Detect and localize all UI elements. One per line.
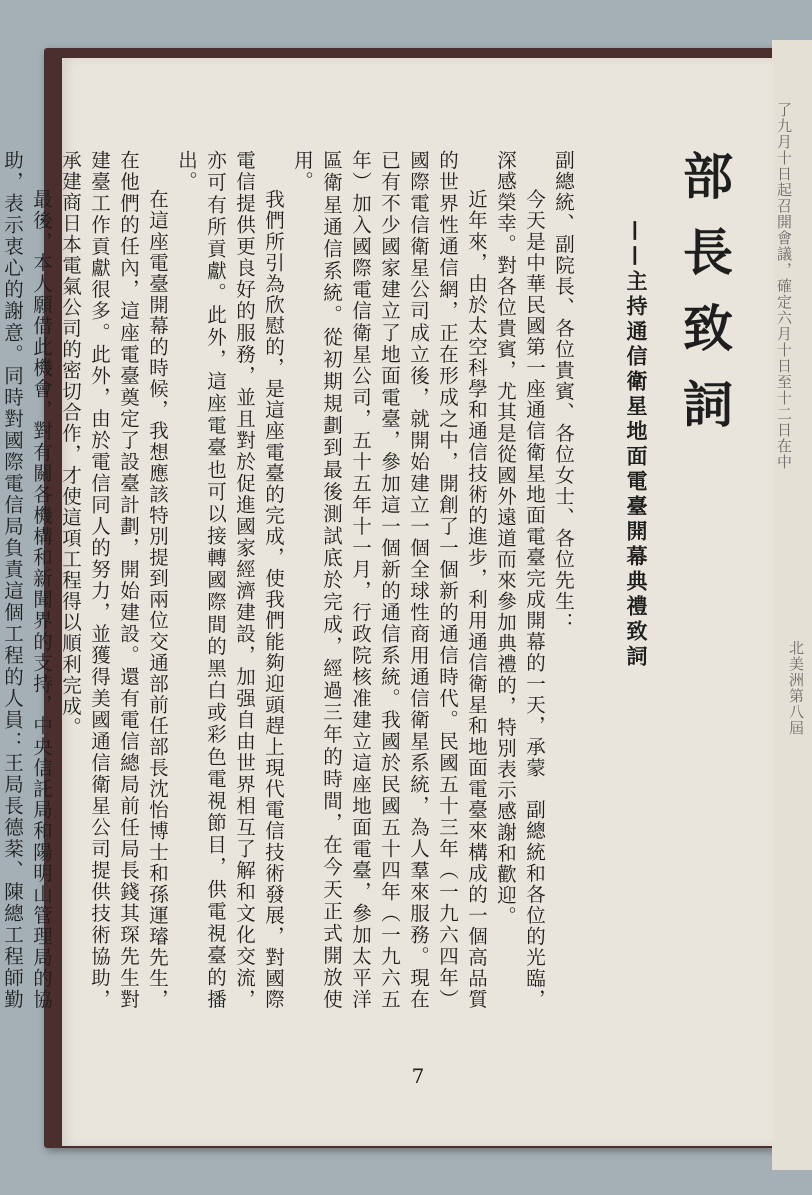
adjacent-page-edge	[772, 40, 812, 1170]
salutation-paragraph: 副總統、副院長、各位貴賓、各位女士、各位先生：	[552, 150, 575, 633]
adjacent-page-text-1: 了九月十日起召開會議，確定六月十日至十二日在中	[775, 102, 793, 470]
adjacent-page-text-2: 北美洲第八屆	[787, 640, 805, 736]
vertical-text-block	[0, 150, 734, 1010]
page-subtitle: ——主持通信衛星地面電臺開幕典禮致詞	[624, 220, 648, 670]
document-page	[1, 58, 774, 1146]
speech-body	[0, 150, 578, 1010]
body-paragraph: 最後，本人願借此機會，對有關各機構和新聞界的支持，中央信託局和陽明山管理局的協助，表示衷心的謝意。同時對國際電信局負責這個工程的人員：王局長德棻、陳總工程師勤	[1, 150, 53, 1010]
body-paragraph: 我們所引為欣慰的，是這座電臺的完成，使我們能夠迎頭趕上現代電信技術發展，對國際電信提供更良好的服務，並且對於促進國家經濟建設，加强自由世界相互了解和文化交流，亦可有所貢獻。此外，這座電臺也可以接轉國際間的黑白或彩色電視節目，供電視臺的播出。	[175, 150, 285, 1010]
page-number: 7	[411, 1064, 425, 1088]
page-title: 部長致詞	[675, 150, 733, 454]
body-paragraph: 今天是中華民國第一座通信衛星地面電臺完成開幕的一天，承蒙 副總統和各位的光臨，深感榮幸。對各位貴賓，尤其是從國外遠道而來參加典禮的，特別表示感謝和歡迎。	[494, 150, 546, 1010]
body-paragraph: 在這座電臺開幕的時候，我想應該特別提到兩位交通部前任部長沈怡博士和孫運璿先生，在他們的任內，這座電臺奠定了設臺計劃，開始建設。還有電信總局前任局長錢其琛先生對建臺工作貢獻很多。此外，由於電信同人的努力，並獲得美國通信衛星公司提供技術協助，承建商日本電氣公司的密切合作，才使這項工程得以順利完成。	[59, 150, 169, 1010]
body-paragraph: 近年來，由於太空科學和通信技術的進步，利用通信衛星和地面電臺來構成的一個高品質的世界性通信網，正在形成之中，開創了一個新的通信時代。民國五十三年（一九六四年）國際電信衛星公司成立後，就開始建立一個全球性商用通信衛星系統，為人羣來服務。現在已有不少國家建立了地面電臺，參加這一個新的通信系統。我國於民國五十四年（一九六五年）加入國際電信衛星公司，五十五年十一月，行政院核准建立這座地面電臺，參加太平洋區衛星通信系統。從初期規劃到最後測試底於完成，經過三年的時間，在今天正式開放使用。	[291, 150, 488, 1010]
